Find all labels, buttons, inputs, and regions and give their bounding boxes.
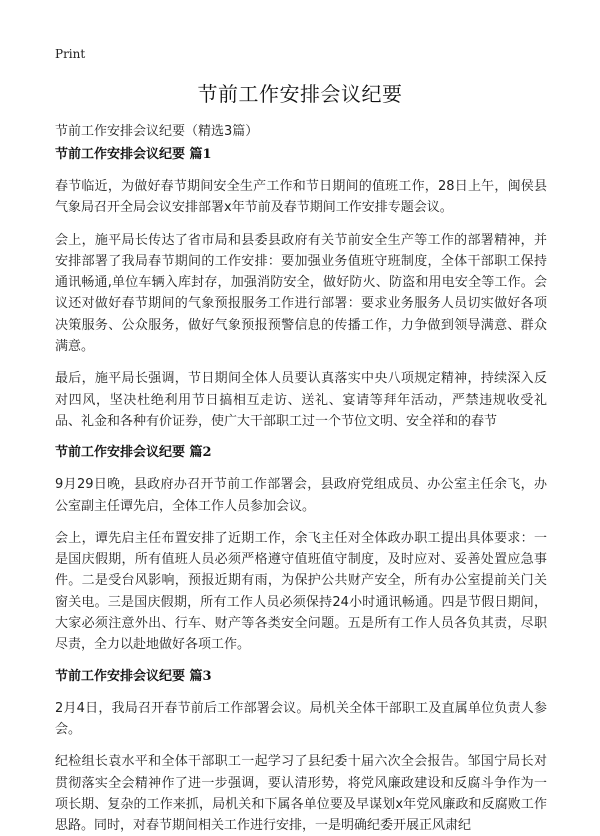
section-heading bbox=[55, 443, 547, 463]
section-heading bbox=[55, 145, 547, 165]
document-body bbox=[55, 145, 547, 834]
section-2 bbox=[55, 443, 547, 655]
section-heading-text: 节前工作安排会议纪要 bbox=[55, 147, 190, 162]
document-subtitle: 节前工作安排会议纪要（精选3篇） bbox=[55, 124, 259, 139]
print-link[interactable]: Print bbox=[55, 47, 86, 61]
section-heading-text: 节前工作安排会议纪要 bbox=[55, 668, 190, 684]
section-heading bbox=[55, 667, 547, 687]
paragraph: 9月29日晚，县政府办召开节前工作部署会，县政府党组成员、办公室主任余飞，办公室副主任谭先启，全体工作人员参加会议。 bbox=[55, 477, 547, 514]
section-1 bbox=[55, 145, 547, 432]
paragraph: 会上，谭先启主任布置安排了近期工作，余飞主任对全体政办职工提出具体要求：一是国庆假期，所有值班人员必须严格遵守值班值守制度，及时应对、妥善处置应急事件。二是受台风影响，预报近期有雨，为保护公共财产安全，所有办公室提前关门关窗关电。三是国庆假期，所有工作人员必须保持24小时通讯畅通。四是节假日期间，大家必须注意外出、行车、财产等各类安全问题。五是所有工作人员各负其责，尽职尽责，全力以赴地做好各项工作。 bbox=[55, 530, 547, 653]
paragraph: 纪检组长袁水平和全体干部职工一起学习了县纪委十届六次全会报告。邹国宁局长对贯彻落实全会精神作了进一步强调，要认清形势，将党风廉政建设和反腐斗争作为一项长期、复杂的工作来抓，局机关和下属各单位要及早谋划x年党风廉政和反腐败工作思路。同时，对春节期间相关工作进行安排，一是明确纪委开展正风肃纪 bbox=[55, 754, 547, 834]
section-heading-number: 篇1 bbox=[189, 147, 212, 162]
section-heading-text: 节前工作安排会议纪要 bbox=[55, 445, 190, 461]
paragraph: 2月4日，我局召开春节前后工作部署会议。局机关全体干部职工及直属单位负责人参会。 bbox=[55, 700, 547, 737]
paragraph: 会上，施平局长传达了省市局和县委县政府有关节前安全生产等工作的部署精神，并安排部署了我局春节期间的工作安排：要加强业务值班守班制度，全体干部职工保持通讯畅通,单位车辆入库封存，加强消防安全，做好防火、防盗和用电安全等工作。会议还对做好春节期间的气象预报服务工作进行部署：要求业务服务人员切实做好各项决策服务、公众服务，做好气象预报预警信息的传播工作，力争做到领导满意、群众满意。 bbox=[55, 232, 547, 355]
page-title: 节前工作安排会议纪要 bbox=[197, 82, 403, 106]
paragraph: 最后，施平局长强调，节日期间全体人员要认真落实中央八项规定精神，持续深入反对四风，坚决杜绝利用节日搞相互走访、送礼、宴请等拜年活动，严禁违规收受礼品、礼金和各种有价证券，使广大干部职工过一个节位文明、安全祥和的春节 bbox=[55, 371, 547, 429]
section-3 bbox=[55, 667, 547, 834]
paragraph: 春节临近，为做好春节期间安全生产工作和节日期间的值班工作，28日上午，闽侯县气象局召开全局会议安排部署x年节前及春节期间工作安排专题会议。 bbox=[55, 179, 547, 216]
section-heading-number: 篇2 bbox=[189, 445, 212, 461]
section-heading-number: 篇3 bbox=[189, 668, 212, 684]
